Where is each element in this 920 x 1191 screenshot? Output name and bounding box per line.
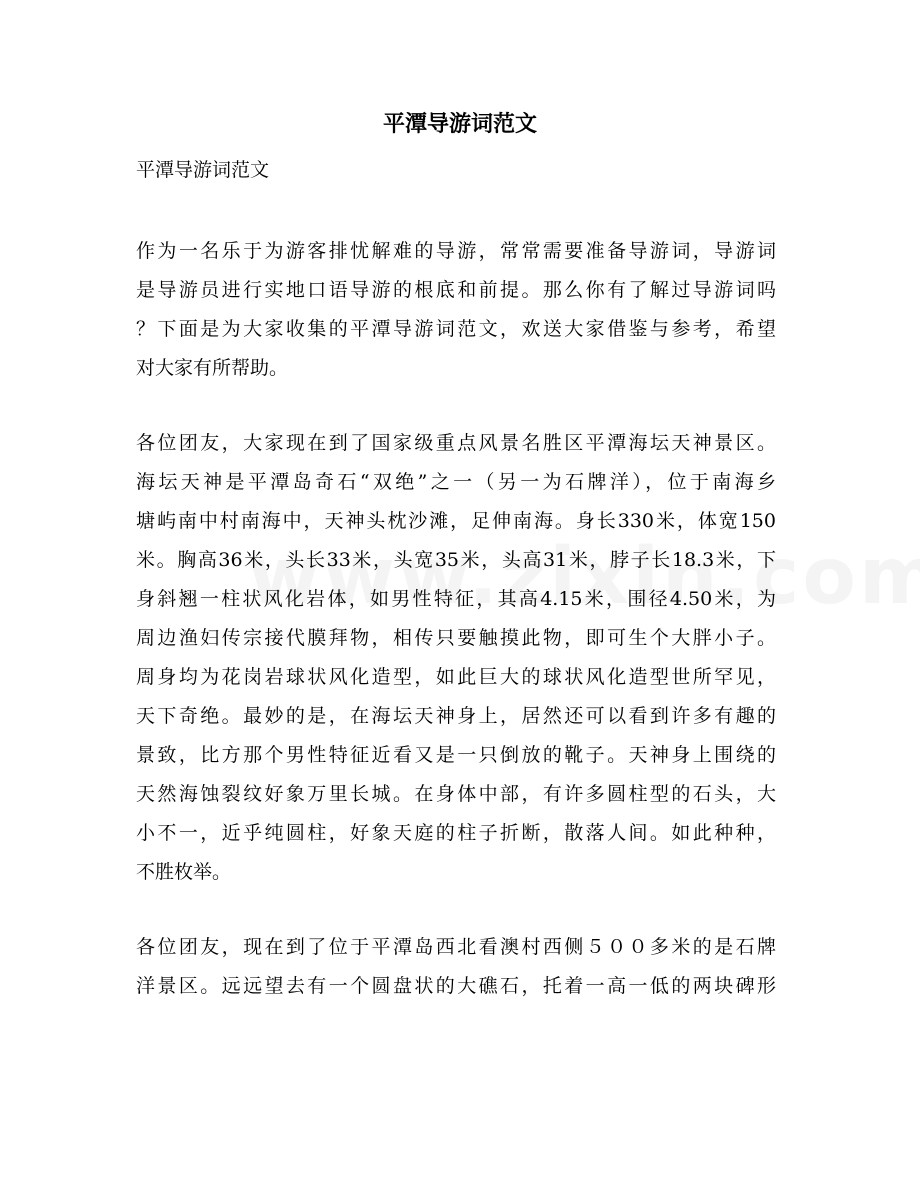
paragraph-line: 是导游员进行实地口语导游的根底和前提。那么你有了解过导游词吗 (136, 279, 776, 301)
paragraph-intro (136, 232, 776, 388)
paragraph-line: 身斜翘一柱状风化岩体，如男性特征，其高4.15米，围径4.50米，为 (136, 588, 776, 610)
paragraph-line: 海坛天神是平潭岛奇石“双绝”之一（另一为石牌洋），位于南海乡 (136, 471, 776, 493)
paragraph-line: 各位团友，大家现在到了国家级重点风景名胜区平潭海坛天神景区。 (136, 432, 776, 454)
paragraph-line: 天然海蚀裂纹好象万里长城。在身体中部，有许多圆柱型的石头，大 (136, 783, 776, 805)
paragraph-line: 米。胸高36米，头长33米，头宽35米，头高31米，脖子长18.3米，下 (136, 549, 776, 571)
paragraph-line: 对大家有所帮助。 (136, 357, 289, 379)
paragraph-haitan-tianshen (136, 424, 776, 892)
document-body (136, 232, 776, 1042)
paragraph-line: 各位团友，现在到了位于平潭岛西北看澳村西侧５００多米的是石牌 (136, 936, 776, 958)
paragraph-line: 洋景区。远远望去有一个圆盘状的大礁石，托着一高一低的两块碑形 (136, 975, 776, 997)
paragraph-line: ？下面是为大家收集的平潭导游词范文，欢送大家借鉴与参考，希望 (136, 318, 776, 340)
paragraph-line: 天下奇绝。最妙的是，在海坛天神身上，居然还可以看到许多有趣的 (136, 705, 776, 727)
paragraph-line: 周边渔妇传宗接代膜拜物，相传只要触摸此物，即可生个大胖小子。 (136, 627, 776, 649)
document-subtitle: 平潭导游词范文 (136, 159, 270, 181)
paragraph-line: 作为一名乐于为游客排忧解难的导游，常常需要准备导游词，导游词 (136, 240, 776, 262)
document-title: 平潭导游词范文 (382, 111, 537, 137)
paragraph-line: 不胜枚举。 (136, 861, 232, 883)
paragraph-line: 周身均为花岗岩球状风化造型，如此巨大的球状风化造型世所罕见， (136, 666, 776, 688)
paragraph-line: 小不一，近乎纯圆柱，好象天庭的柱子折断，散落人间。如此种种， (136, 822, 776, 844)
paragraph-shipaiyang (136, 928, 776, 1006)
paragraph-line: 塘屿南中村南海中，天神头枕沙滩，足伸南海。身长330米，体宽150 (136, 510, 776, 532)
paragraph-line: 景致，比方那个男性特征近看又是一只倒放的靴子。天神身上围绕的 (136, 744, 776, 766)
